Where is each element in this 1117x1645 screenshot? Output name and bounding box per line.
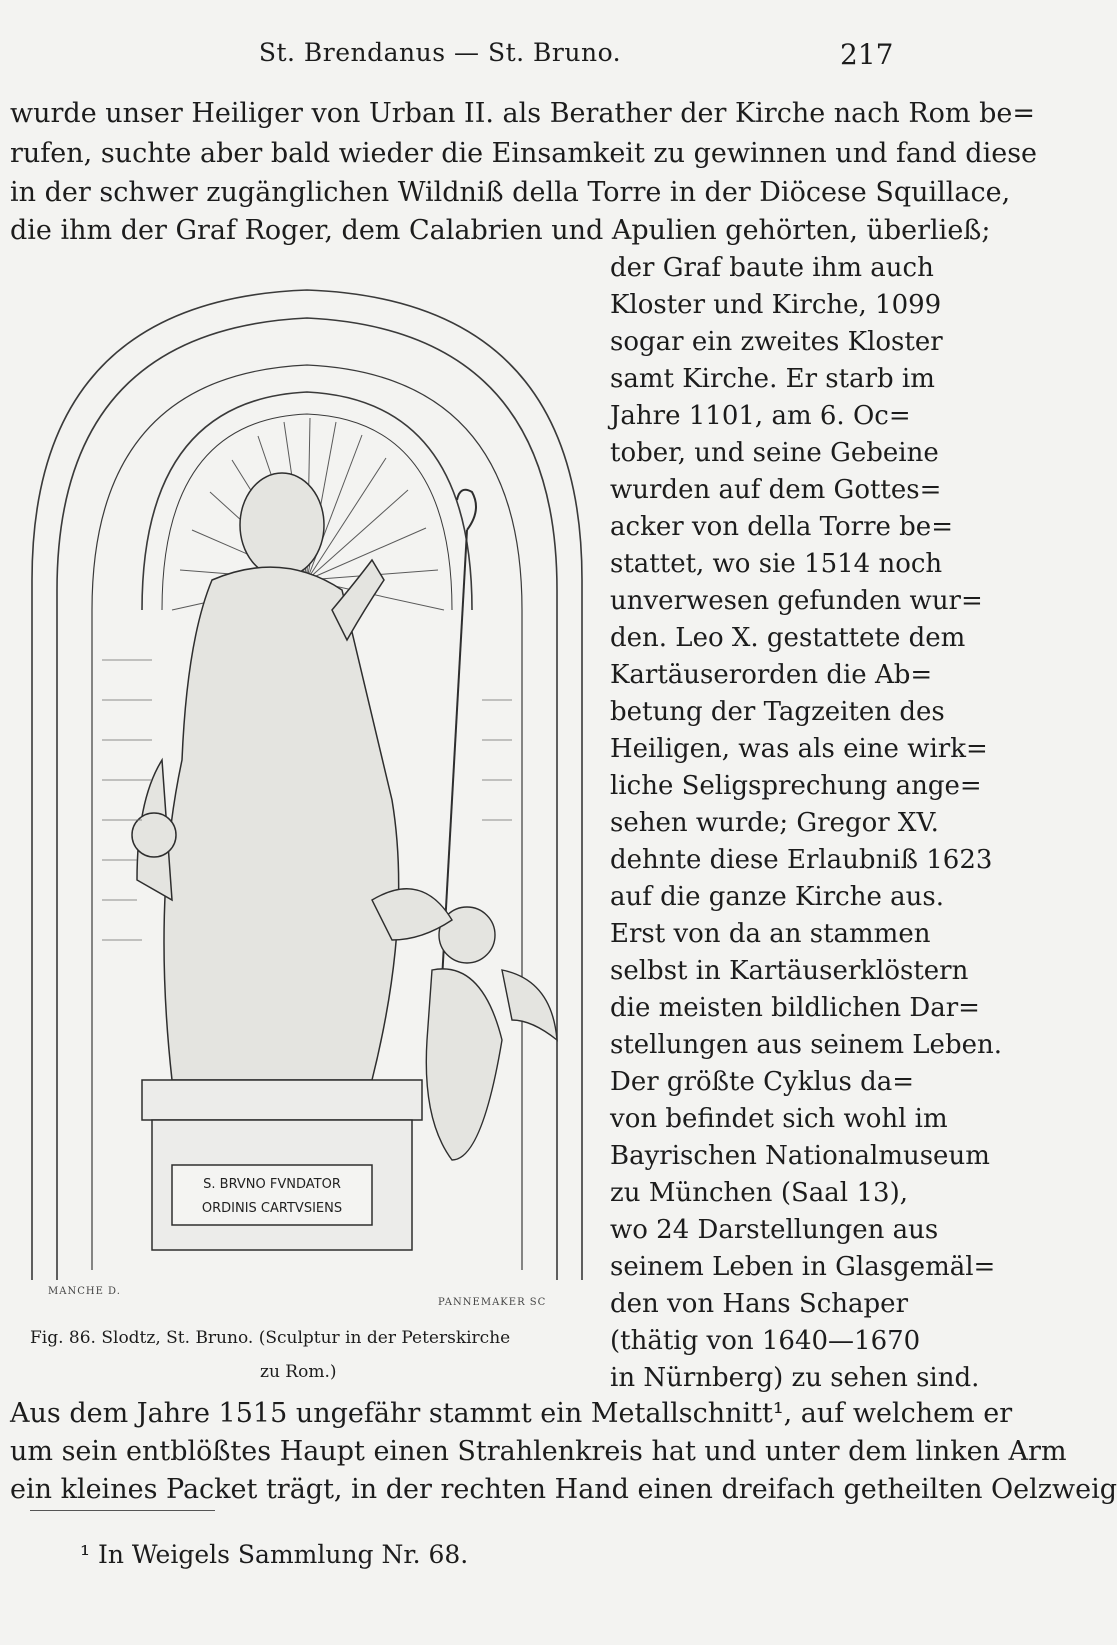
figure-caption <box>30 1320 590 1382</box>
column-line: sehen wurde; Gregor XV. <box>610 808 939 838</box>
column-line: Jahre 1101, am 6. Oc= <box>610 401 911 431</box>
column-line: betung der Tagzeiten des <box>610 697 945 727</box>
body-line: die ihm der Graf Roger, dem Calabrien und Apulien gehörten, überließ; <box>10 215 991 246</box>
column-line: Erst von da an stammen <box>610 919 931 949</box>
column-line: den von Hans Schaper <box>610 1289 908 1319</box>
column-line: acker von della Torre be= <box>610 512 953 542</box>
caption-line-1: Fig. 86. Slodtz, St. Bruno. (Sculptur in der Peterskirche <box>30 1328 511 1348</box>
inscription-line-1: S. BRVNO FVNDATOR <box>203 1177 341 1192</box>
body-line: um sein entblößtes Haupt einen Strahlenkreis hat und unter dem linken Arm <box>10 1436 1067 1467</box>
column-line: wurden auf dem Gottes= <box>610 475 942 505</box>
column-line: (thätig von 1640—1670 <box>610 1326 921 1356</box>
column-line: sogar ein zweites Kloster <box>610 327 943 357</box>
column-line: Bayrischen Nationalmuseum <box>610 1141 990 1171</box>
body-line: Aus dem Jahre 1515 ungefähr stammt ein Metallschnitt¹, auf welchem er <box>10 1398 1013 1429</box>
caption-line-2: zu Rom.) <box>260 1362 337 1382</box>
page-number: 217 <box>840 38 894 71</box>
engraver-credit-right: PANNEMAKER SC <box>438 1297 547 1308</box>
column-line: Heiligen, was als eine wirk= <box>610 734 988 764</box>
column-line: tober, und seine Gebeine <box>610 438 939 468</box>
column-line: die meisten bildlichen Dar= <box>610 993 980 1023</box>
column-line: liche Seligsprechung ange= <box>610 771 982 801</box>
column-line: unverwesen gefunden wur= <box>610 586 983 616</box>
footnote: ¹ In Weigels Sammlung Nr. 68. <box>80 1540 469 1569</box>
column-line: von befindet sich wohl im <box>610 1104 948 1134</box>
column-line: zu München (Saal 13), <box>610 1178 908 1208</box>
column-line: seinem Leben in Glasgemäl= <box>610 1252 996 1282</box>
body-line: rufen, suchte aber bald wieder die Einsamkeit zu gewinnen und fand diese <box>10 138 1038 169</box>
footnote-rule <box>30 1510 215 1511</box>
running-head <box>0 38 1000 78</box>
column-line: stellungen aus seinem Leben. <box>610 1030 1002 1060</box>
column-line: auf die ganze Kirche aus. <box>610 882 944 912</box>
column-line: selbst in Kartäuserklöstern <box>610 956 969 986</box>
column-line: Kloster und Kirche, 1099 <box>610 290 942 320</box>
body-line: in der schwer zugänglichen Wildniß della Torre in der Diöcese Squillace, <box>10 177 1011 208</box>
column-line: Der größte Cyklus da= <box>610 1067 915 1097</box>
column-line: Kartäuserorden die Ab= <box>610 660 933 690</box>
column-line: wo 24 Darstellungen aus <box>610 1215 939 1245</box>
column-line: samt Kirche. Er starb im <box>610 364 935 394</box>
figure-86-illustration <box>12 280 602 1290</box>
column-line: der Graf baute ihm auch <box>610 253 934 283</box>
column-line: dehnte diese Erlaubniß 1623 <box>610 845 993 875</box>
column-line: in Nürnberg) zu sehen sind. <box>610 1363 980 1393</box>
column-line: stattet, wo sie 1514 noch <box>610 549 943 579</box>
engraving-st-bruno <box>12 280 602 1290</box>
engraver-credit-left: MANCHE D. <box>48 1286 121 1297</box>
running-head-title: St. Brendanus — St. Bruno. <box>258 38 622 67</box>
body-line: ein kleines Packet trägt, in der rechten Hand einen dreifach getheilten Oelzweig <box>10 1474 1117 1505</box>
column-line: den. Leo X. gestattete dem <box>610 623 966 653</box>
inscription-line-2: ORDINIS CARTVSIENS <box>201 1201 343 1216</box>
body-line: wurde unser Heiliger von Urban II. als Berather der Kirche nach Rom be= <box>10 98 1035 129</box>
